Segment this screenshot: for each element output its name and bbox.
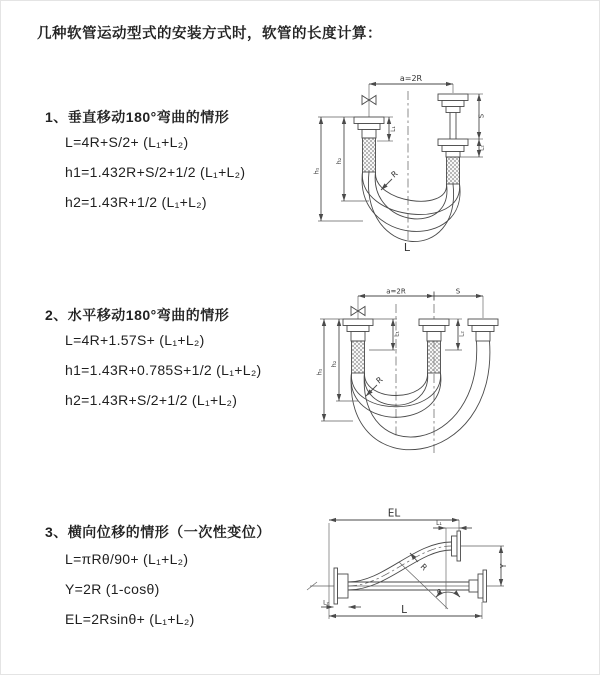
diagram-horizontal-180-bend	[311, 284, 600, 464]
section-1-heading: 1、垂直移动180°弯曲的情形	[45, 109, 230, 125]
section-1-formulas	[65, 127, 245, 217]
formula-l: L=πRθ/90+ (L₁+L₂)	[65, 551, 189, 567]
left-fitting	[343, 319, 373, 373]
dimension-a2r	[358, 288, 434, 301]
formula-el: EL=2Rsinθ+ (L₁+L₂)	[65, 611, 195, 627]
dim-label-l2: L₂	[478, 145, 486, 151]
length-label: L	[403, 241, 411, 254]
left-fitting	[354, 117, 384, 172]
hose-curves	[351, 341, 490, 450]
radius-label: R	[374, 375, 385, 386]
dim-label-el: EL	[387, 507, 401, 520]
displaced-hose	[348, 531, 461, 590]
dim-label-h2: h₂	[335, 157, 343, 165]
section-2-heading: 2、水平移动180°弯曲的情形	[45, 307, 230, 323]
dim-label-l1: L₁	[436, 520, 442, 527]
right-fitting	[438, 94, 468, 184]
section-3-heading: 3、横向位移的情形（一次性变位）	[45, 524, 271, 540]
dimension-l2	[321, 600, 361, 608]
dimension-l	[329, 602, 482, 619]
radius-label: R	[389, 169, 400, 180]
dimension-a2r	[369, 74, 453, 93]
formula-h2: h2=1.43R+S/2+1/2 (L₁+L₂)	[65, 392, 238, 408]
dimension-s	[434, 288, 483, 297]
dim-label-a2r: a=2R	[386, 287, 406, 296]
left-flange	[334, 568, 348, 604]
section-2-formulas	[65, 325, 262, 415]
dim-label-a2r: a=2R	[399, 74, 423, 83]
section-3-formulas	[65, 544, 195, 634]
formula-h1: h1=1.432R+S/2+1/2 (L₁+L₂)	[65, 164, 246, 180]
dimension-l1	[433, 520, 472, 528]
dim-label-l2: L₂	[458, 331, 466, 337]
formula-y: Y=2R (1-cosθ)	[65, 581, 160, 597]
radius-label: R	[418, 562, 429, 573]
diagram-lateral-displacement	[296, 499, 600, 659]
page-title: 几种软管运动型式的安装方式时，软管的长度计算：	[37, 26, 382, 42]
dim-label-s: S	[455, 287, 461, 296]
dim-label-h1: h₁	[315, 368, 324, 376]
dim-label-l1: L₁	[393, 331, 401, 337]
dim-label-l: L	[401, 604, 407, 616]
valve-icon	[351, 296, 365, 319]
dim-label-l1: L₁	[390, 126, 397, 132]
angle-label: θ	[437, 588, 441, 596]
middle-fitting	[419, 319, 449, 373]
diagram-vertical-180-bend	[311, 69, 600, 259]
formula-l: L=4R+1.57S+ (L₁+L₂)	[65, 332, 205, 348]
formula-h2: h2=1.43R+1/2 (L₁+L₂)	[65, 194, 207, 210]
dim-label-l2: L₂	[323, 599, 329, 607]
dim-label-y: Y	[499, 563, 508, 569]
hose-curves	[362, 172, 460, 242]
formula-l: L=4R+S/2+ (L₁+L₂)	[65, 134, 189, 150]
radius-callout	[410, 553, 429, 573]
dim-label-s: S	[477, 113, 486, 119]
dimension-s	[468, 94, 486, 139]
dimension-h1	[313, 117, 364, 221]
dimension-h1	[316, 319, 354, 421]
dim-label-h1: h₁	[312, 167, 321, 175]
radius-callout	[381, 169, 400, 190]
formula-h1: h1=1.43R+0.785S+1/2 (L₁+L₂)	[65, 362, 262, 378]
displaced-fitting	[468, 296, 498, 341]
angle-construction	[399, 528, 460, 609]
dim-label-h2: h₂	[330, 360, 338, 368]
valve-icon	[362, 84, 376, 117]
